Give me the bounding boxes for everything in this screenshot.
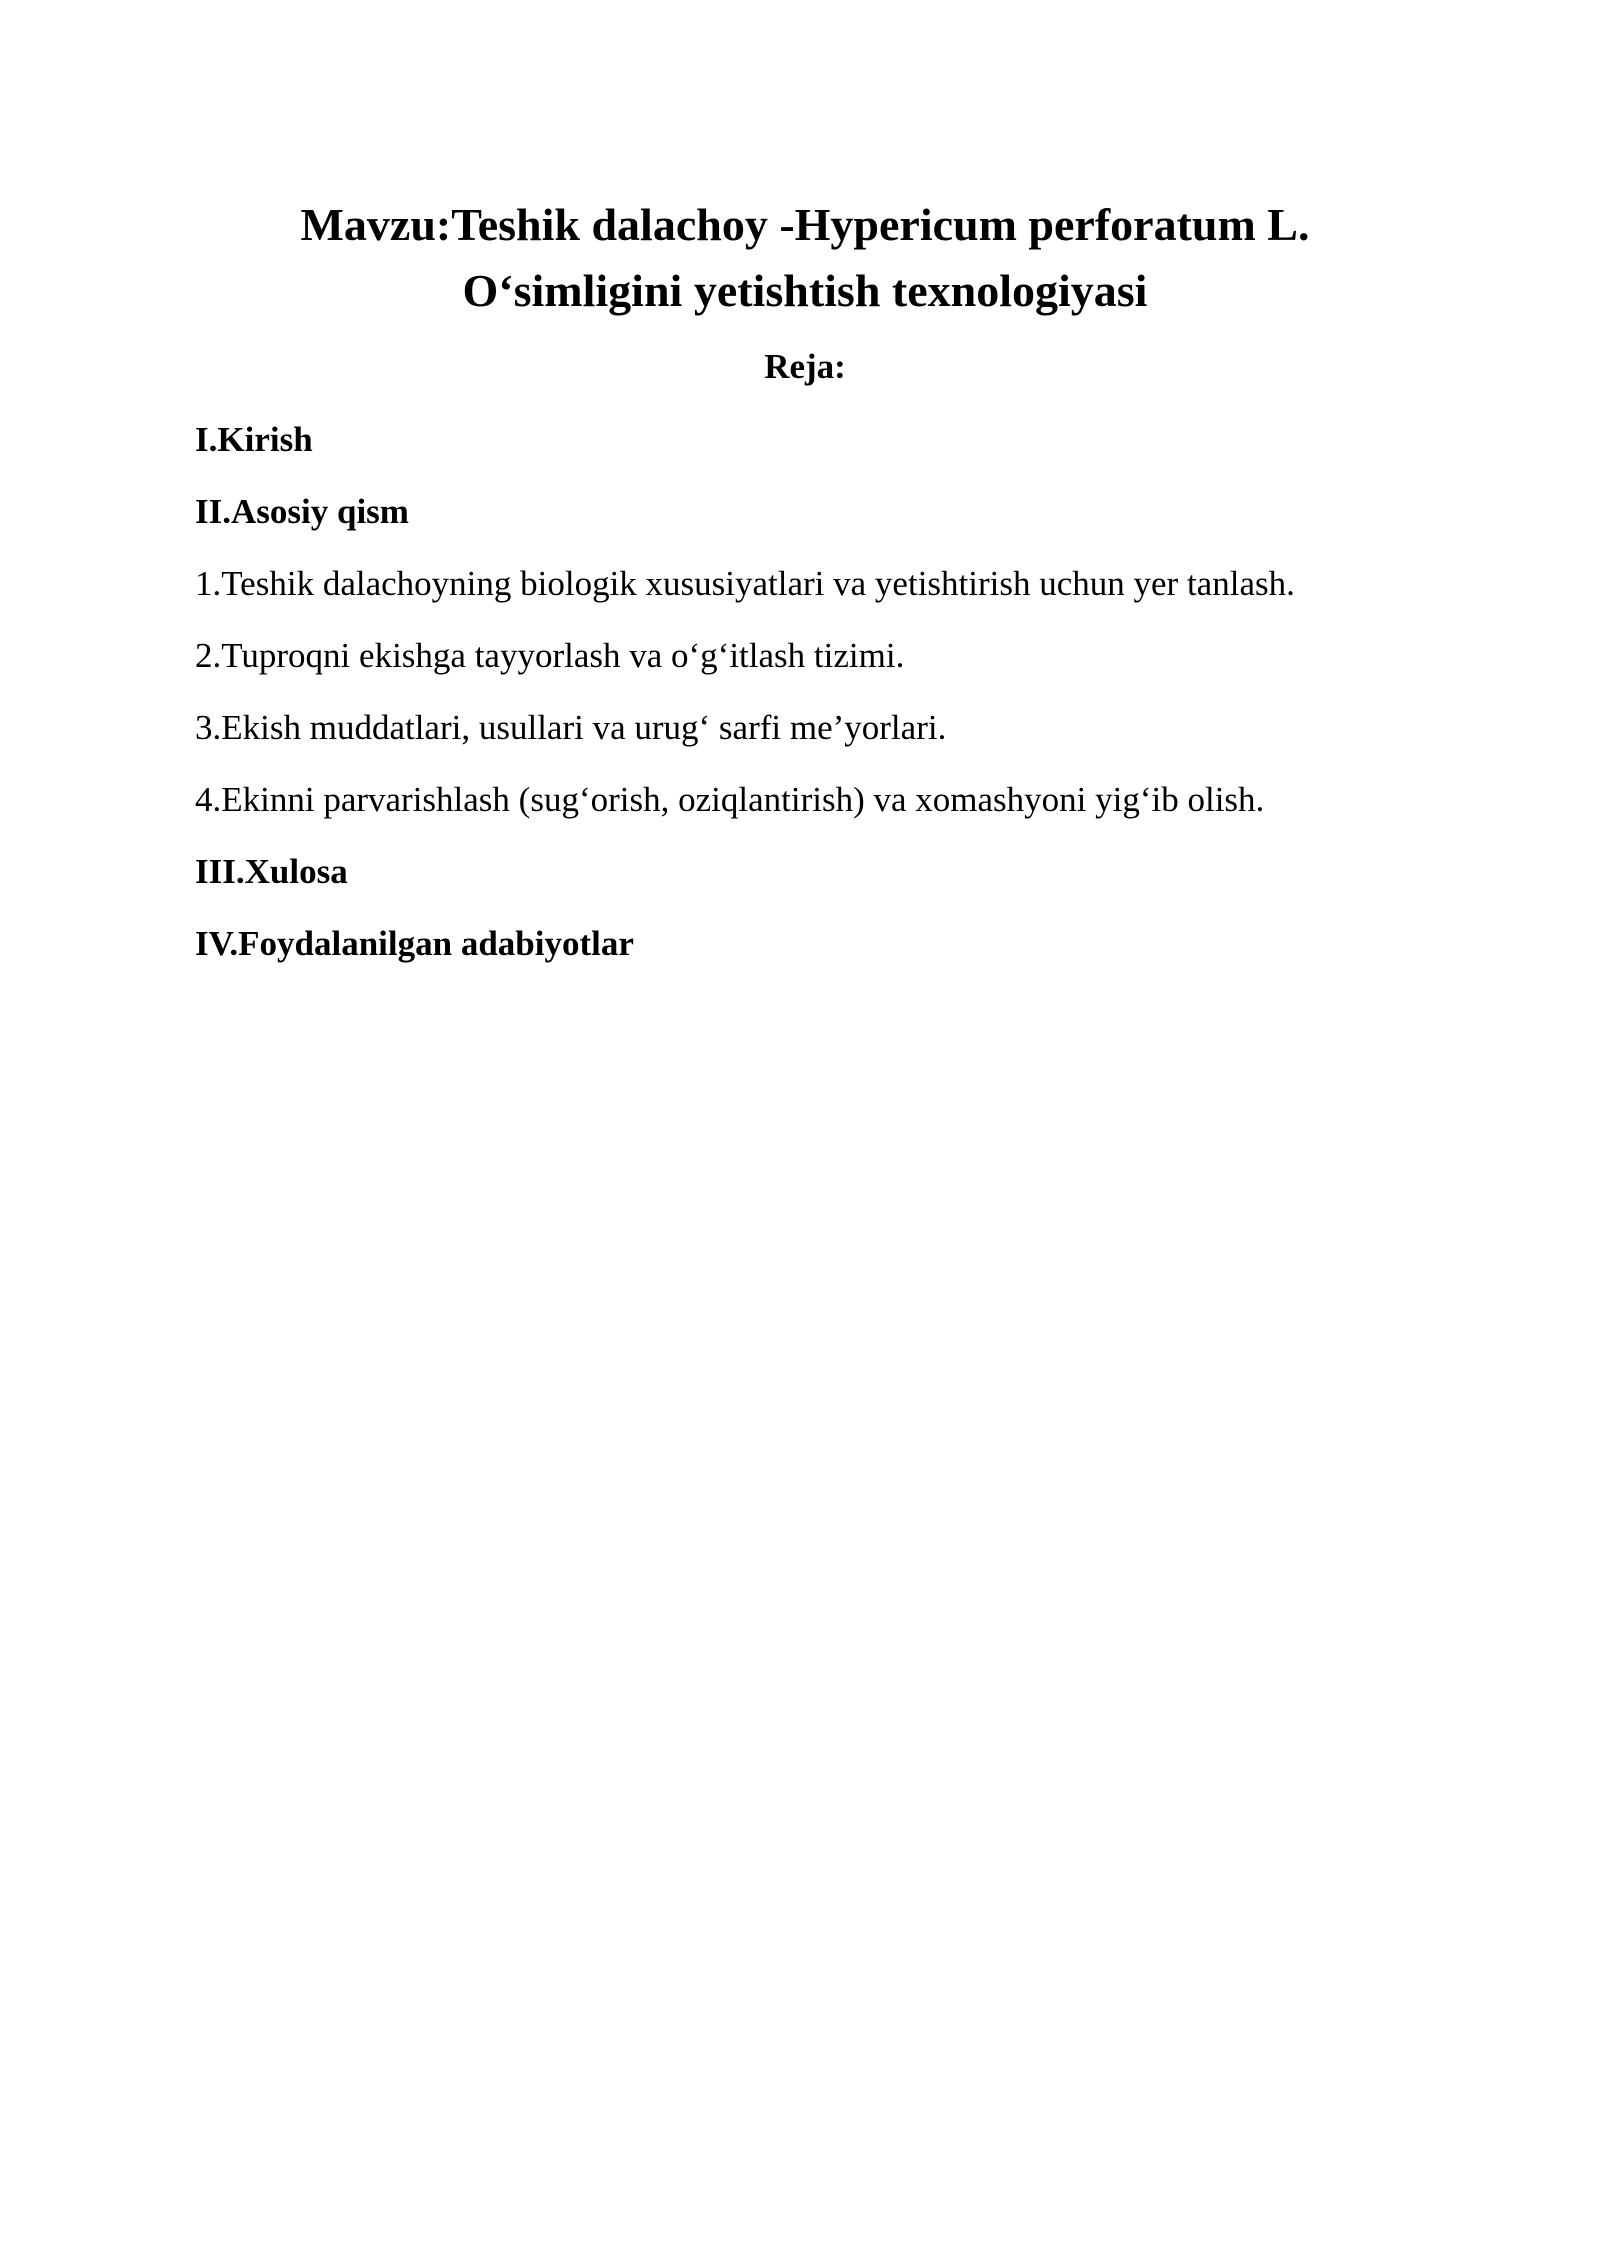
document-title-line-2: O‘simligini yetishtish texnologiyasi — [462, 265, 1148, 316]
outline-section-main: II.Asosiy qism — [195, 492, 409, 531]
document-title-line-1: Mavzu:Teshik dalachoy -Hypericum perforatum L. — [300, 199, 1310, 250]
plan-heading: Reja: — [764, 347, 846, 386]
outline-item-1: 1.Teshik dalachoyning biologik xususiyatlari va yetishtirish uchun yer tanlash. — [195, 564, 1295, 603]
outline-item-4: 4.Ekinni parvarishlash (sug‘orish, oziqlantirish) va xomashyoni yig‘ib olish. — [195, 780, 1265, 819]
outline-section-intro: I.Kirish — [195, 420, 313, 459]
outline-section-references: IV.Foydalanilgan adabiyotlar — [195, 924, 634, 963]
outline-item-3: 3.Ekish muddatlari, usullari va urug‘ sarfi me’yorlari. — [195, 708, 947, 747]
outline-item-2: 2.Tuproqni ekishga tayyorlash va o‘g‘itlash tizimi. — [195, 636, 905, 675]
outline-section-conclusion: III.Xulosa — [195, 852, 348, 891]
